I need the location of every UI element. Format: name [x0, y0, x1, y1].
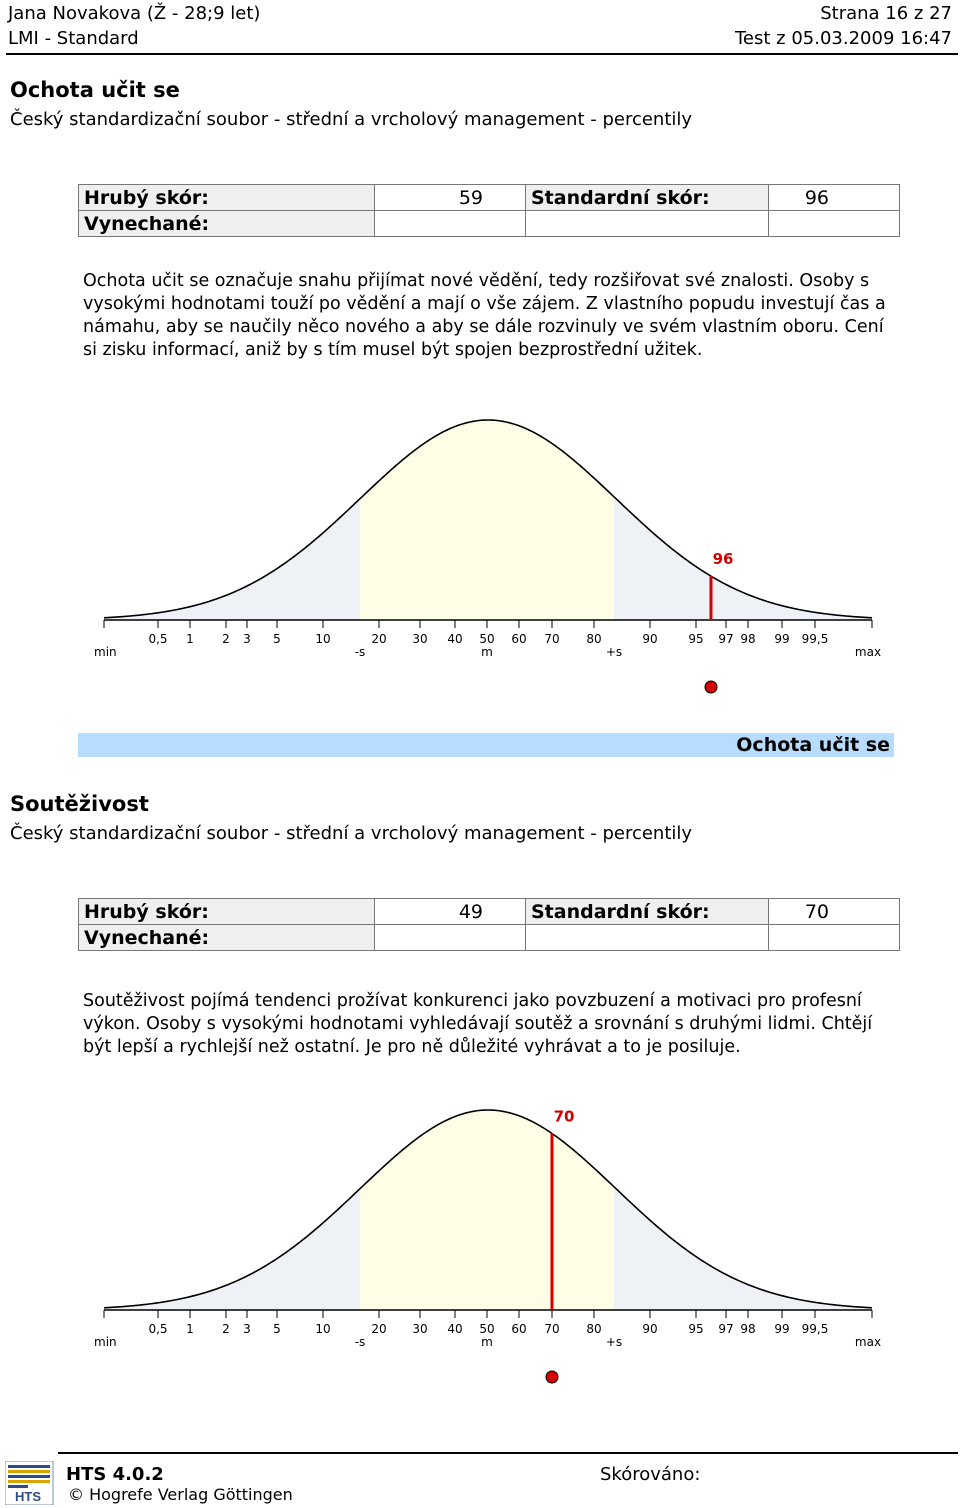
tick-label: 60: [511, 632, 527, 646]
scale-name: Ochota učit se: [736, 734, 890, 756]
missing-label: Vynechané:: [79, 211, 375, 237]
tick-label: 99,5: [801, 1322, 829, 1336]
header-test: LMI - Standard: [8, 28, 139, 49]
tick-label: 3: [243, 632, 251, 646]
scale-name-band: [78, 733, 894, 757]
tick-label: 30: [412, 1322, 428, 1336]
raw-score-value: 59: [375, 185, 526, 211]
tick-label: 0,5: [148, 632, 168, 646]
tick-label: 60: [511, 1322, 527, 1336]
tick-label: 98: [740, 632, 756, 646]
scale-label: m: [481, 1335, 493, 1349]
section-title: Ochota učit se: [10, 78, 180, 102]
tick-label: 1: [186, 632, 194, 646]
tick-label: 97: [718, 1322, 734, 1336]
scale-label: min: [94, 1335, 117, 1349]
section-subtitle: Český standardizační soubor - střední a vrcholový management - percentily: [10, 109, 693, 130]
right-tail-area: [614, 1187, 872, 1310]
header-page: Strana 16 z 27: [820, 3, 952, 24]
left-tail-area: [104, 499, 360, 620]
tick-label: 5: [273, 632, 281, 646]
tick-label: 10: [315, 1322, 331, 1336]
raw-score-label: Hrubý skór:: [79, 899, 375, 925]
section-title: Soutěživost: [10, 792, 149, 816]
scale-label: -s: [354, 1335, 366, 1349]
center-area: [360, 420, 614, 620]
hts-logo: [5, 1461, 55, 1505]
tick-label: 2: [222, 1322, 230, 1336]
scale-label: -s: [354, 645, 366, 659]
missing-value: [375, 211, 526, 237]
tick-label: 40: [447, 1322, 463, 1336]
raw-score-value: 49: [375, 899, 526, 925]
tick-label: 5: [273, 1322, 281, 1336]
tick-label: 80: [586, 1322, 602, 1336]
tick-label: 2: [222, 632, 230, 646]
score-marker-label: 96: [712, 550, 734, 569]
std-score-label: Standardní skór:: [526, 185, 769, 211]
distribution-chart: [0, 1100, 960, 1390]
scale-label: m: [481, 645, 493, 659]
tick-label: 70: [544, 1322, 560, 1336]
std-score-value: 70: [769, 899, 900, 925]
score-dot-icon: [546, 1371, 558, 1383]
tick-label: 99: [774, 632, 790, 646]
tick-label: 90: [642, 632, 658, 646]
scale-label: max: [854, 1335, 882, 1349]
publisher: © Hogrefe Verlag Göttingen: [68, 1485, 293, 1504]
footer-rule: [58, 1452, 958, 1454]
scale-label: +s: [605, 645, 623, 659]
section-subtitle: Český standardizační soubor - střední a vrcholový management - percentily: [10, 823, 693, 844]
tick-label: 99: [774, 1322, 790, 1336]
tick-label: 30: [412, 632, 428, 646]
std-score-label: Standardní skór:: [526, 899, 769, 925]
right-tail-area: [614, 497, 872, 620]
tick-label: 70: [544, 632, 560, 646]
tick-label: 0,5: [148, 1322, 168, 1336]
header-date: Test z 05.03.2009 16:47: [735, 28, 952, 49]
tick-label: 90: [642, 1322, 658, 1336]
score-table: [78, 184, 900, 237]
section-description: Ochota učit se označuje snahu přijímat nové vědění, tedy rozšiřovat své znalosti. Osoby s vysokými hodnotami touží po vědění a mají o vše zájem. Z vlastního popudu investují čas a námahu, aby se naučily něco nového a aby se dále rozvinuly ve svém vlastním oboru. Cení si zisku informací, aniž by s tím musel být spojen bezprostřední užitek.: [83, 271, 886, 360]
scale-label: +s: [605, 1335, 623, 1349]
center-area: [360, 1107, 614, 1310]
distribution-chart: [0, 410, 960, 700]
missing-label: Vynechané:: [79, 925, 375, 951]
logo-text: HTS: [15, 1489, 41, 1504]
tick-label: 99,5: [801, 632, 829, 646]
tick-label: 20: [371, 632, 387, 646]
tick-label: 10: [315, 632, 331, 646]
header-rule: [6, 53, 958, 55]
tick-label: 98: [740, 1322, 756, 1336]
score-marker-label: 70: [553, 1107, 575, 1126]
tick-label: 95: [688, 632, 704, 646]
left-tail-area: [104, 1189, 360, 1310]
tick-label: 1: [186, 1322, 194, 1336]
empty-cell: [526, 211, 769, 237]
tick-label: 40: [447, 632, 463, 646]
scored-label: Skórováno:: [600, 1464, 701, 1485]
tick-label: 20: [371, 1322, 387, 1336]
score-table: [78, 898, 900, 951]
product-version: HTS 4.0.2: [66, 1464, 164, 1485]
tick-label: 3: [243, 1322, 251, 1336]
tick-label: 50: [479, 632, 495, 646]
tick-label: 80: [586, 632, 602, 646]
tick-label: 97: [718, 632, 734, 646]
score-dot-icon: [705, 681, 717, 693]
empty-cell: [769, 925, 900, 951]
empty-cell: [526, 925, 769, 951]
missing-value: [375, 925, 526, 951]
section-description: Soutěživost pojímá tendenci prožívat konkurenci jako povzbuzení a motivaci pro profesní výkon. Osoby s vysokými hodnotami vyhledávají soutěž a srovnání s druhými lidmi. Chtějí být lepší a rychlejší než ostatní. Je pro ně důležité vyhrávat a to je posiluje.: [83, 991, 873, 1057]
scale-label: min: [94, 645, 117, 659]
empty-cell: [769, 211, 900, 237]
scale-label: max: [854, 645, 882, 659]
tick-label: 50: [479, 1322, 495, 1336]
header-person: Jana Novakova (Ž - 28;9 let): [8, 3, 261, 24]
raw-score-label: Hrubý skór:: [79, 185, 375, 211]
tick-label: 95: [688, 1322, 704, 1336]
std-score-value: 96: [769, 185, 900, 211]
